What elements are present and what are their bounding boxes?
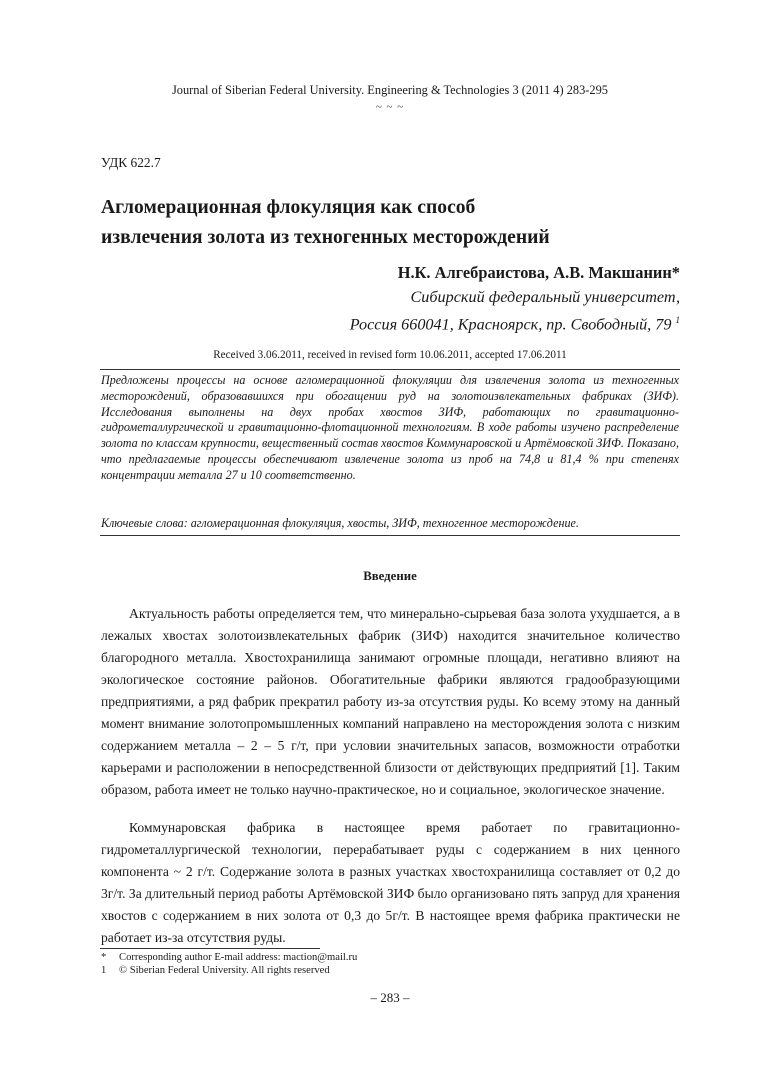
header-separator: ~ ~ ~ bbox=[375, 101, 405, 113]
affiliation-footnote-mark: 1 bbox=[675, 315, 680, 325]
keywords: Ключевые слова: агломерационная флокуляция, хвосты, ЗИФ, техногенное месторождение. bbox=[101, 516, 579, 530]
body-paragraph-1: Актуальность работы определяется тем, что минерально-сырьевая база золота ухудшается, а в лежалых хвостах золотоизвлекательных фабрик (ЗИФ) находится значительное количество благородного металла. Хвостохранилища занимают огромные площади, негативно влияют на экологическое состояние районов. Обогатительные фабрики являются градообразующими предприятиями, а ряд фабрик прекратил работу из-за отсутствия руды. Ко всему этому на данный момент внимание золотопромышленных компаний направлено на месторождения золота с низким содержанием металла – 2 – 5 г/т, при условии значительных запасов, возможности отработки карьерами и расположении в непосредственной близости от действующих предприятий [1]. Таким образом, работа имеет не только научно-практическое, но и социальное, экологическое значение. bbox=[101, 606, 680, 797]
authors: Н.К. Алгебраистова, А.В. Макшанин* bbox=[397, 263, 680, 282]
title-line-1: Агломерационная флокуляция как способ bbox=[101, 197, 476, 218]
udk-code: УДК 622.7 bbox=[101, 155, 161, 170]
title-line-2: извлечения золота из техногенных месторождений bbox=[101, 227, 550, 248]
footnote-text: © Siberian Federal University. All rights reserved bbox=[119, 965, 330, 976]
section-heading: Введение bbox=[363, 569, 417, 583]
footnote-1 bbox=[101, 952, 357, 963]
footnote-mark: 1 bbox=[101, 965, 107, 976]
abstract-top-rule bbox=[100, 369, 680, 370]
affiliation-line-2 bbox=[350, 309, 680, 336]
journal-header: Journal of Siberian Federal University. Engineering & Technologies 3 (2011 4) 283-295 bbox=[171, 83, 609, 97]
page-number: – 283 – bbox=[370, 990, 410, 1005]
affiliation-address: Россия 660041, Красноярск, пр. Свободный, 79 bbox=[349, 315, 672, 334]
footnote-text: Corresponding author E-mail address: maction@mail.ru bbox=[119, 952, 358, 963]
footnote-mark: * bbox=[101, 952, 107, 963]
article-title bbox=[101, 193, 661, 253]
footnote-rule bbox=[100, 948, 320, 949]
abstract-bottom-rule bbox=[100, 535, 680, 536]
body-paragraph-2: Коммунаровская фабрика в настоящее время работает по гравитационно-гидрометаллургической технологии, перерабатывает руды с содержанием в них ценного компонента ~ 2 г/т. Содержание золота в разных участках хвостохранилища составляет от 0,2 до 3г/т. За длительный период работы Артёмовской ЗИФ было организовано пять запруд для хранения хвостов с содержанием в них золота от 0,3 до 5г/т. В настоящее время фабрика практически не работает из-за отсутствия руды. bbox=[101, 820, 680, 945]
footnote-2 bbox=[101, 965, 330, 976]
affiliation-line-1: Сибирский федеральный университет, bbox=[410, 288, 680, 306]
affiliation bbox=[350, 286, 680, 336]
abstract: Предложены процессы на основе агломерационной флокуляции для извлечения золота из техногенных месторождений, образовавшихся при обогащении руд на золотоизвлекательных фабриках (ЗИФ). Исследования выполнены на двух пробах хвостов ЗИФ, работающих по гравитационно-гидрометаллургической и гравитационно-флотационной технологиям. В ходе работы изучено распределение золота по классам крупности, вещественный состав хвостов Коммунаровской и Артёмовской ЗИФ. Показано, что предлагаемые процессы обеспечивают извлечение золота из проб на 74,8 и 81,4 % при степенях концентрации металла 27 и 10 соответственно. bbox=[101, 373, 679, 482]
received-dates: Received 3.06.2011, received in revised form 10.06.2011, accepted 17.06.2011 bbox=[213, 349, 567, 361]
